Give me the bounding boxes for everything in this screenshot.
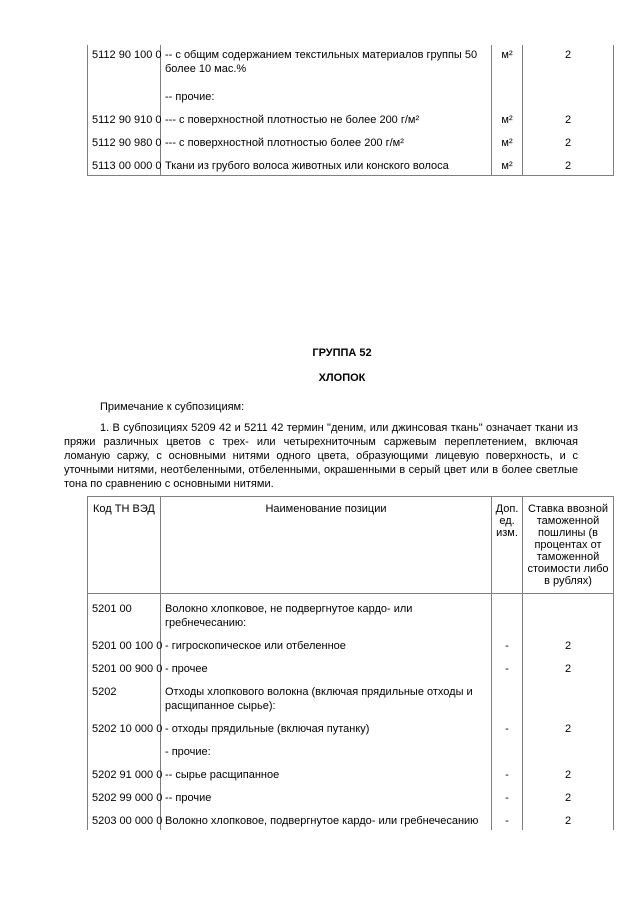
rate-cell: 2	[523, 136, 614, 159]
header-rate-column: Ставка ввозной таможенной пошлины (в процентах от таможенной стоимости либо в рублях)	[523, 497, 614, 594]
table-row	[88, 685, 614, 722]
rate-cell: 2	[523, 722, 614, 745]
code-cell: 5113 00 000 0	[88, 159, 161, 176]
table-row	[88, 159, 614, 176]
rate-cell: 2	[523, 814, 614, 830]
description-cell: - прочее	[161, 662, 492, 685]
rate-cell: 2	[523, 113, 614, 136]
description-cell: --- с поверхностной плотностью не более 200 г/м²	[161, 113, 492, 136]
unit-cell: -	[492, 662, 523, 685]
unit-cell	[492, 85, 523, 113]
code-cell	[88, 85, 161, 113]
table-row	[88, 768, 614, 791]
code-cell: 5202	[88, 685, 161, 722]
code-cell: 5202 91 000 0	[88, 768, 161, 791]
rate-cell: 2	[523, 159, 614, 176]
chapter-title: ХЛОПОК	[318, 372, 366, 384]
rate-cell: 2	[523, 639, 614, 662]
unit-cell	[492, 685, 523, 722]
unit-cell	[492, 745, 523, 768]
code-cell: 5201 00 900 0	[88, 662, 161, 685]
header-unit-column: Доп. ед. изм.	[492, 497, 523, 594]
table-row	[88, 745, 614, 768]
subposition-note-paragraph: 1. В субпозициях 5209 42 и 5211 42 термин "деним, или джинсовая ткань" означает ткани из пряжи различных цветов с трех- или четырехниточным саржевым переплетением, включая ломаную саржу, с основными нитями одного цвета, образующими лицевую поверхность, и с уточными нитями, неотбеленными, отбеленными, окрашенными в серый цвет или в более светлые тона по сравнению с основными нитями.	[64, 422, 578, 490]
unit-cell: м²	[492, 136, 523, 159]
rate-cell: 2	[523, 768, 614, 791]
description-cell: Волокно хлопковое, не подвергнутое кардо- или гребнечесанию:	[161, 594, 492, 640]
description-cell: Ткани из грубого волоса животных или конского волоса	[161, 159, 492, 176]
table-row	[88, 722, 614, 745]
unit-cell	[492, 594, 523, 640]
rate-cell	[523, 745, 614, 768]
description-cell: Волокно хлопковое, подвергнутое кардо- или гребнечесанию	[161, 814, 492, 830]
tariff-table-continued-grid	[87, 45, 614, 176]
code-cell: 5112 90 910 0	[88, 113, 161, 136]
tariff-table-main	[87, 496, 614, 830]
header-name-column: Наименование позиции	[161, 497, 492, 594]
code-cell: 5112 90 980 0	[88, 136, 161, 159]
table-header-row	[88, 497, 614, 594]
group-title: ГРУППА 52	[312, 347, 372, 359]
table-row	[88, 136, 614, 159]
description-cell: -- сырье расщипанное	[161, 768, 492, 791]
description-cell: - отходы прядильные (включая путанку)	[161, 722, 492, 745]
unit-cell: -	[492, 639, 523, 662]
description-cell: - прочие:	[161, 745, 492, 768]
table-row	[88, 85, 614, 113]
description-cell: Отходы хлопкового волокна (включая прядильные отходы и расщипанное сырье):	[161, 685, 492, 722]
unit-cell: -	[492, 722, 523, 745]
unit-cell: -	[492, 791, 523, 814]
rate-cell: 2	[523, 662, 614, 685]
tariff-table-main-grid	[87, 496, 614, 830]
rate-cell	[523, 685, 614, 722]
unit-cell: м²	[492, 45, 523, 85]
description-cell: --- с поверхностной плотностью более 200 г/м²	[161, 136, 492, 159]
table-row	[88, 45, 614, 85]
code-cell: 5112 90 100 0	[88, 45, 161, 85]
unit-cell: -	[492, 768, 523, 791]
rate-cell: 2	[523, 791, 614, 814]
code-cell: 5203 00 000 0	[88, 814, 161, 830]
description-cell: -- прочие:	[161, 85, 492, 113]
unit-cell: м²	[492, 113, 523, 136]
subposition-note-heading: Примечание к субпозициям:	[100, 401, 245, 413]
table-row	[88, 791, 614, 814]
table-row	[88, 814, 614, 830]
code-cell: 5202 10 000 0	[88, 722, 161, 745]
code-cell: 5201 00	[88, 594, 161, 640]
unit-cell: -	[492, 814, 523, 830]
tariff-table-continued	[87, 45, 614, 176]
header-code-column: Код ТН ВЭД	[88, 497, 161, 594]
table-row	[88, 639, 614, 662]
description-cell: - гигроскопическое или отбеленное	[161, 639, 492, 662]
description-cell: -- прочие	[161, 791, 492, 814]
table-row	[88, 662, 614, 685]
rate-cell	[523, 85, 614, 113]
table-row	[88, 594, 614, 640]
rate-cell: 2	[523, 45, 614, 85]
table-row	[88, 113, 614, 136]
rate-cell	[523, 594, 614, 640]
unit-cell: м²	[492, 159, 523, 176]
code-cell: 5202 99 000 0	[88, 791, 161, 814]
code-cell: 5201 00 100 0	[88, 639, 161, 662]
description-cell: -- с общим содержанием текстильных материалов группы 50 более 10 мас.%	[161, 45, 492, 85]
code-cell	[88, 745, 161, 768]
